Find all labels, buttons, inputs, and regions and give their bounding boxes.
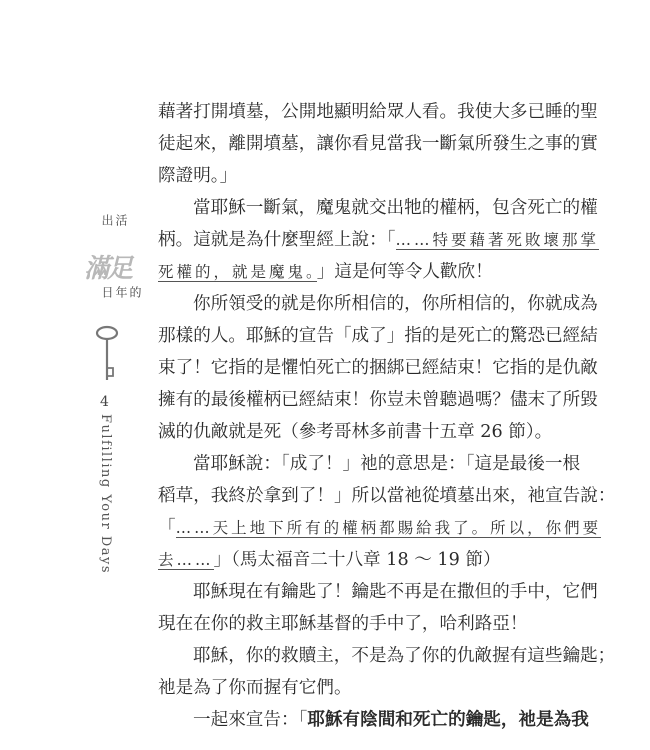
text-run: 「 — [158, 518, 176, 538]
book-title-bottom: 的年日 — [100, 286, 142, 299]
chapter-title: Fulfilling Your Days — [98, 414, 113, 575]
text-line: 你所領受的就是你所相信的，你所相信的，你就成為 — [193, 294, 598, 314]
paragraph — [158, 704, 589, 736]
text-line: 當耶穌一斷氣，魔鬼就交出牠的權柄，包含死亡的權 — [193, 198, 598, 218]
text-line — [158, 544, 538, 576]
book-title-stylized: 滿足 — [84, 254, 131, 284]
text-line: 祂是為了你而握有它們。 — [158, 678, 352, 698]
text-line: 滅的仇敵就是死（參考哥林多前書十五章 26 節）。 — [158, 422, 553, 442]
key-icon — [92, 324, 122, 384]
page-body — [158, 96, 616, 736]
scripture-quote: 死權的，就是魔鬼。 — [158, 263, 317, 281]
scripture-quote: ……天上地下所有的權柄都賜給我了。所以，你們要 — [175, 519, 602, 537]
scripture-quote: 去…… — [158, 551, 214, 569]
text-line: 稻草，我終於拿到了！」所以當祂從墳墓出來，祂宣告說： — [158, 486, 616, 506]
text-line: 束了！它指的是懼怕死亡的捆綁已經結束！它指的是仇敵 — [158, 358, 598, 378]
paragraph — [158, 448, 616, 576]
text-run: 」（馬太福音二十八章 18 ～ 19 節） — [213, 550, 501, 570]
text-line — [158, 704, 589, 736]
text-line — [158, 256, 538, 288]
scripture-quote: ……特要藉著死敗壞那掌 — [395, 231, 600, 249]
paragraph — [158, 576, 598, 640]
text-run: 一起來宣告：「 — [193, 710, 308, 730]
paragraph — [158, 96, 598, 192]
paragraph — [158, 640, 616, 704]
text-line: 藉著打開墳墓，公開地顯明給眾人看。我使大多已睡的聖 — [158, 102, 598, 122]
declaration-bold: 耶穌有陰間和死亡的鑰匙，祂是為我 — [307, 710, 589, 730]
paragraph — [158, 288, 598, 448]
text-line: 際證明。」 — [158, 166, 238, 186]
text-line: 那樣的人。耶穌的宣告「成了」指的是死亡的驚恐已經結 — [158, 326, 598, 346]
book-title-top: 活出 — [100, 214, 128, 227]
text-line: 耶穌現在有鑰匙了！鑰匙不再是在撒但的手中，它們 — [193, 582, 598, 602]
text-line — [158, 224, 600, 256]
text-run: 柄。這就是為什麼聖經上說：「 — [158, 230, 396, 250]
text-line — [158, 512, 602, 544]
text-line: 徒起來，離開墳墓，讓你看見當我一斷氣所發生之事的實 — [158, 134, 598, 154]
text-line: 現在在你的救主耶穌基督的手中了，哈利路亞！ — [158, 614, 528, 634]
text-line: 當耶穌說：「成了！」祂的意思是：「這是最後一根 — [193, 454, 581, 474]
text-line: 耶穌，你的救贖主，不是為了你的仇敵握有這些鑰匙； — [193, 646, 616, 666]
text-line: 擁有的最後權柄已經結束！你豈未曾聽過嗎？儘末了所毀 — [158, 390, 598, 410]
chapter-number: 4 — [100, 394, 109, 410]
paragraph — [158, 192, 600, 288]
text-run: 」這是何等令人歡欣！ — [316, 262, 493, 282]
